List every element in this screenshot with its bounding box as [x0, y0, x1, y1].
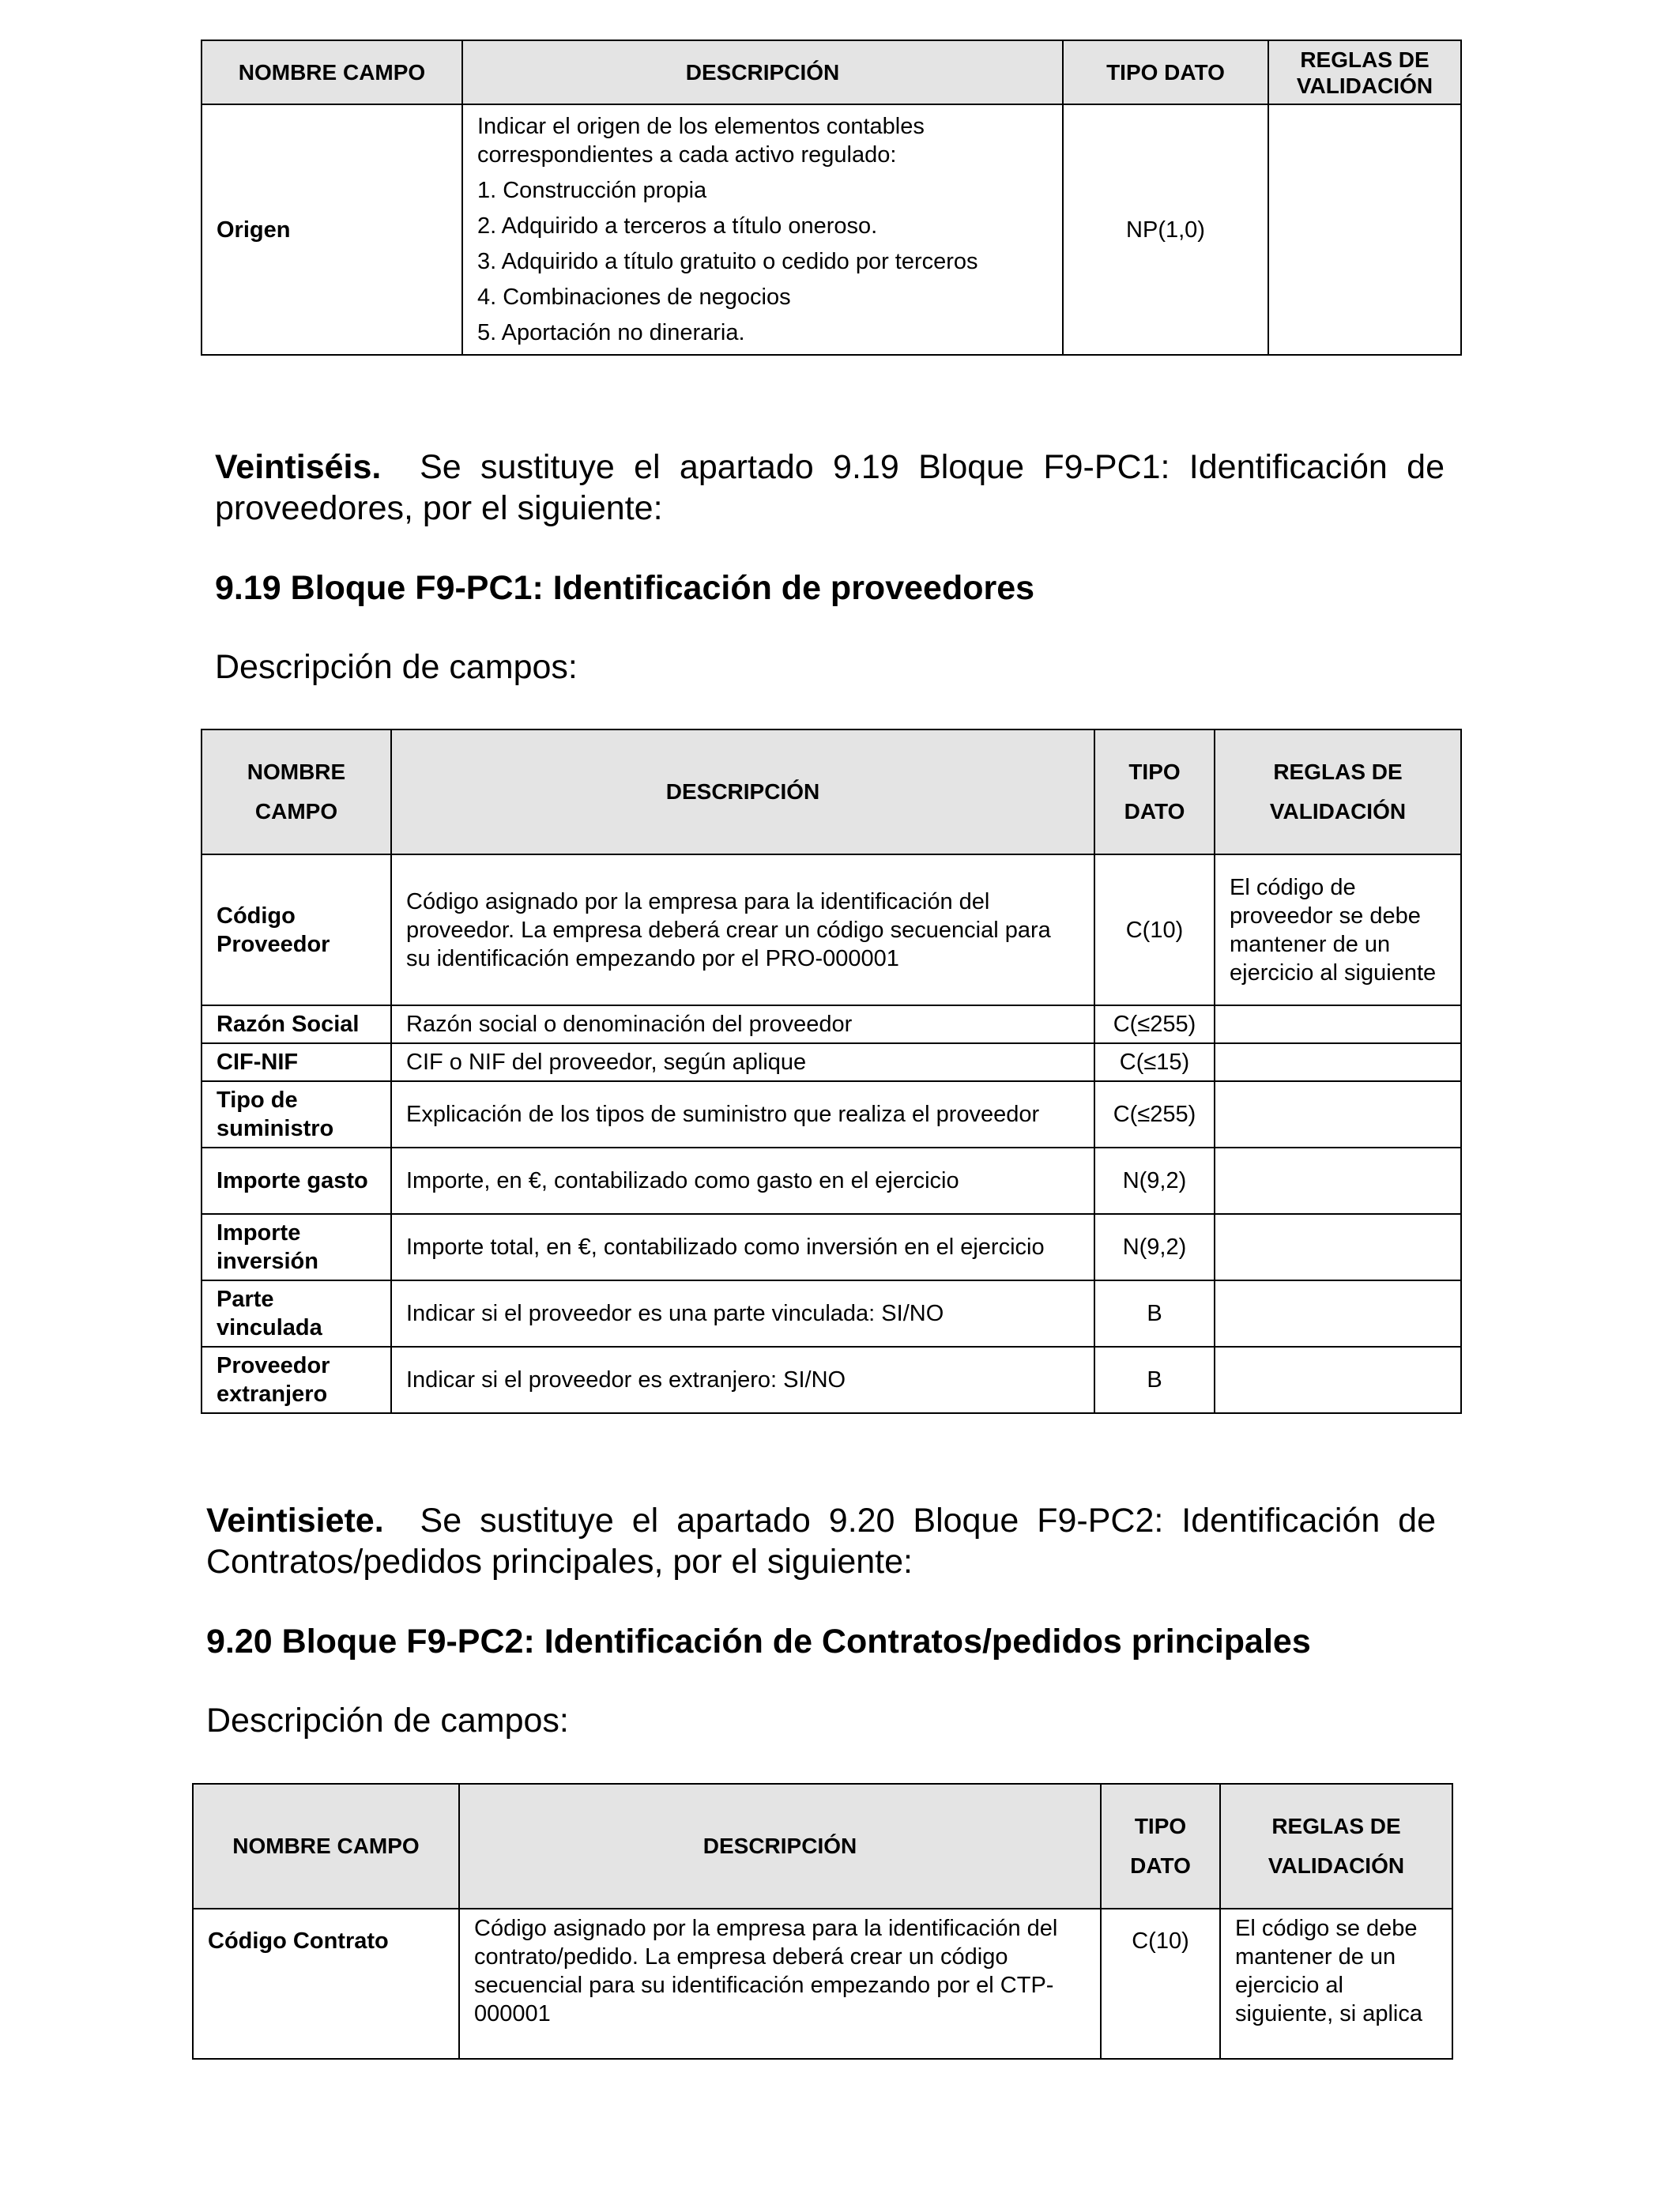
field-name: CIF-NIF: [202, 1043, 391, 1081]
table-row: [202, 104, 1461, 355]
origin-option: 5. Aportación no dineraria.: [477, 320, 745, 345]
table-row: [202, 1043, 1461, 1081]
field-rule: El código de proveedor se debe mantener de un ejercicio al siguiente: [1215, 854, 1461, 1005]
section-text: Se sustituye el apartado 9.20 Bloque F9-PC2: Identificación de Contratos/pedidos principales, por el siguiente:: [206, 1502, 1436, 1581]
field-type: NP(1,0): [1063, 104, 1268, 355]
field-description: CIF o NIF del proveedor, según aplique: [391, 1043, 1094, 1081]
table-header-row: [202, 40, 1461, 104]
field-description: Indicar si el proveedor es una parte vinculada: SI/NO: [391, 1280, 1094, 1347]
field-type: N(9,2): [1094, 1148, 1215, 1214]
header-line: CAMPO: [254, 799, 338, 824]
header-line: NOMBRE: [247, 760, 346, 784]
field-type: B: [1094, 1347, 1215, 1413]
header-tipo-dato: [1101, 1784, 1220, 1909]
field-rule: [1268, 104, 1461, 355]
table-row: [202, 1280, 1461, 1347]
table-header-row: [193, 1784, 1452, 1909]
field-rule: [1215, 1005, 1461, 1043]
field-rule: [1215, 1347, 1461, 1413]
field-rule: [1215, 1081, 1461, 1148]
table-row: [202, 1005, 1461, 1043]
field-rule: [1215, 1043, 1461, 1081]
section-text: Se sustituye el apartado 9.19 Bloque F9-PC1: Identificación de proveedores, por el siguiente:: [215, 448, 1445, 527]
contratos-field-table: [192, 1783, 1453, 2060]
header-line: REGLAS DE: [1273, 760, 1403, 784]
field-description: Explicación de los tipos de suministro que realiza el proveedor: [391, 1081, 1094, 1148]
origin-option: 1. Construcción propia: [477, 178, 707, 203]
field-type: C(≤255): [1094, 1005, 1215, 1043]
section-veintisiete-paragraph: [206, 1500, 1436, 1582]
field-description: Importe, en €, contabilizado como gasto en el ejercicio: [391, 1148, 1094, 1214]
field-type: C(≤15): [1094, 1043, 1215, 1081]
header-line: TIPO: [1128, 760, 1181, 784]
field-name: Tipo de suministro: [202, 1081, 391, 1148]
description-intro: Indicar el origen de los elementos contables correspondientes a cada activo regulado:: [477, 114, 925, 168]
header-line: DATO: [1124, 799, 1185, 824]
section-lead: Veintiséis.: [215, 448, 382, 486]
header-line: VALIDACIÓN: [1269, 799, 1407, 824]
field-description: [462, 104, 1063, 355]
header-line: DATO: [1130, 1853, 1191, 1878]
section-lead: Veintisiete.: [206, 1502, 384, 1540]
section-subheading: Descripción de campos:: [215, 648, 578, 686]
header-tipo-dato: TIPO DATO: [1063, 40, 1268, 104]
header-reglas-validacion: [1220, 1784, 1452, 1909]
section-subheading: Descripción de campos:: [206, 1702, 569, 1740]
table-row: [202, 1347, 1461, 1413]
field-type: B: [1094, 1280, 1215, 1347]
section-heading: 9.20 Bloque F9-PC2: Identificación de Contratos/pedidos principales: [206, 1623, 1311, 1661]
header-descripcion: DESCRIPCIÓN: [459, 1784, 1101, 1909]
origin-option: 4. Combinaciones de negocios: [477, 285, 791, 310]
field-name: Código Proveedor: [202, 854, 391, 1005]
table-row: [202, 1148, 1461, 1214]
table-header-row: [202, 729, 1461, 854]
origin-option: 2. Adquirido a terceros a título oneroso.: [477, 213, 878, 239]
field-description: Indicar si el proveedor es extranjero: SI/NO: [391, 1347, 1094, 1413]
field-description: Razón social o denominación del proveedor: [391, 1005, 1094, 1043]
field-rule: [1215, 1214, 1461, 1280]
table-row: [193, 1909, 1452, 2059]
field-name: Origen: [202, 104, 462, 355]
table-row: [202, 1214, 1461, 1280]
field-name: Parte vinculada: [202, 1280, 391, 1347]
header-nombre-campo: [202, 729, 391, 854]
header-nombre-campo: NOMBRE CAMPO: [193, 1784, 459, 1909]
header-tipo-dato: [1094, 729, 1215, 854]
section-veintiseis-paragraph: [215, 447, 1445, 529]
header-line: REGLAS DE: [1271, 1814, 1401, 1838]
field-description: Código asignado por la empresa para la identificación del contrato/pedido. La empresa deberá crear un código secuencial para su identificación empezando por el CTP-000001: [459, 1909, 1101, 2059]
field-type: C(10): [1094, 854, 1215, 1005]
field-type: C(10): [1101, 1909, 1220, 2059]
proveedores-field-table: [201, 729, 1462, 1414]
field-description: Importe total, en €, contabilizado como inversión en el ejercicio: [391, 1214, 1094, 1280]
table-row: [202, 1081, 1461, 1148]
field-description: Código asignado por la empresa para la identificación del proveedor. La empresa deberá crear un código secuencial para su identificación empezando por el PRO-000001: [391, 854, 1094, 1005]
field-name: Código Contrato: [193, 1909, 459, 2059]
field-type: C(≤255): [1094, 1081, 1215, 1148]
field-rule: El código se debe mantener de un ejercicio al siguiente, si aplica: [1220, 1909, 1452, 2059]
field-type: N(9,2): [1094, 1214, 1215, 1280]
header-descripcion: DESCRIPCIÓN: [462, 40, 1063, 104]
field-name: Razón Social: [202, 1005, 391, 1043]
field-rule: [1215, 1280, 1461, 1347]
header-reglas-validacion: REGLAS DE VALIDACIÓN: [1268, 40, 1461, 104]
header-line: TIPO: [1134, 1814, 1187, 1838]
header-nombre-campo: NOMBRE CAMPO: [202, 40, 462, 104]
origen-field-table: [201, 40, 1462, 356]
origin-option: 3. Adquirido a título gratuito o cedido por terceros: [477, 249, 978, 274]
header-descripcion: DESCRIPCIÓN: [391, 729, 1094, 854]
section-heading: 9.19 Bloque F9-PC1: Identificación de proveedores: [215, 569, 1035, 607]
header-line: VALIDACIÓN: [1268, 1853, 1405, 1878]
field-name: Importe gasto: [202, 1148, 391, 1214]
field-rule: [1215, 1148, 1461, 1214]
table-row: [202, 854, 1461, 1005]
field-name: Proveedor extranjero: [202, 1347, 391, 1413]
header-reglas-validacion: [1215, 729, 1461, 854]
field-name: Importe inversión: [202, 1214, 391, 1280]
